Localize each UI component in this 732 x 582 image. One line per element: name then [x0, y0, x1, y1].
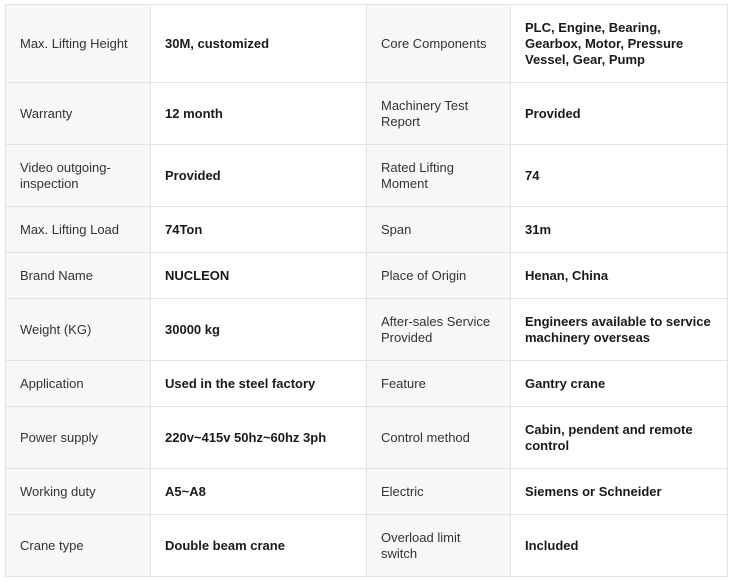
spec-label: Brand Name — [6, 253, 151, 299]
spec-table — [5, 4, 728, 577]
spec-label: Core Components — [367, 5, 511, 83]
table-row — [6, 407, 728, 469]
spec-label: Max. Lifting Height — [6, 5, 151, 83]
spec-label: Electric — [367, 469, 511, 515]
table-row — [6, 145, 728, 207]
spec-label: Place of Origin — [367, 253, 511, 299]
spec-label: Application — [6, 361, 151, 407]
spec-value: Provided — [511, 83, 728, 145]
spec-value: Included — [511, 515, 728, 577]
spec-value: Used in the steel factory — [151, 361, 367, 407]
spec-value: 30M, customized — [151, 5, 367, 83]
table-row — [6, 299, 728, 361]
spec-value: 74 — [511, 145, 728, 207]
spec-label: Rated Lifting Moment — [367, 145, 511, 207]
spec-label: Warranty — [6, 83, 151, 145]
spec-value: Double beam crane — [151, 515, 367, 577]
spec-label: Weight (KG) — [6, 299, 151, 361]
spec-label: Machinery Test Report — [367, 83, 511, 145]
spec-value: Provided — [151, 145, 367, 207]
table-row — [6, 469, 728, 515]
spec-label: Control method — [367, 407, 511, 469]
spec-label: Crane type — [6, 515, 151, 577]
spec-value: 12 month — [151, 83, 367, 145]
spec-label: Overload limit switch — [367, 515, 511, 577]
table-row — [6, 207, 728, 253]
table-row — [6, 5, 728, 83]
spec-value: Engineers available to service machinery overseas — [511, 299, 728, 361]
spec-value: 31m — [511, 207, 728, 253]
table-row — [6, 361, 728, 407]
spec-value: A5~A8 — [151, 469, 367, 515]
table-row — [6, 83, 728, 145]
spec-value: 30000 kg — [151, 299, 367, 361]
spec-value: 74Ton — [151, 207, 367, 253]
spec-value: Gantry crane — [511, 361, 728, 407]
spec-label: Max. Lifting Load — [6, 207, 151, 253]
spec-value: PLC, Engine, Bearing, Gearbox, Motor, Pressure Vessel, Gear, Pump — [511, 5, 728, 83]
table-row — [6, 515, 728, 577]
spec-label: Power supply — [6, 407, 151, 469]
spec-value: Henan, China — [511, 253, 728, 299]
table-row — [6, 253, 728, 299]
spec-label: Working duty — [6, 469, 151, 515]
spec-value: 220v~415v 50hz~60hz 3ph — [151, 407, 367, 469]
spec-label: Video outgoing-inspection — [6, 145, 151, 207]
spec-label: Feature — [367, 361, 511, 407]
spec-label: After-sales Service Provided — [367, 299, 511, 361]
spec-value: Cabin, pendent and remote control — [511, 407, 728, 469]
spec-value: Siemens or Schneider — [511, 469, 728, 515]
spec-label: Span — [367, 207, 511, 253]
spec-value: NUCLEON — [151, 253, 367, 299]
